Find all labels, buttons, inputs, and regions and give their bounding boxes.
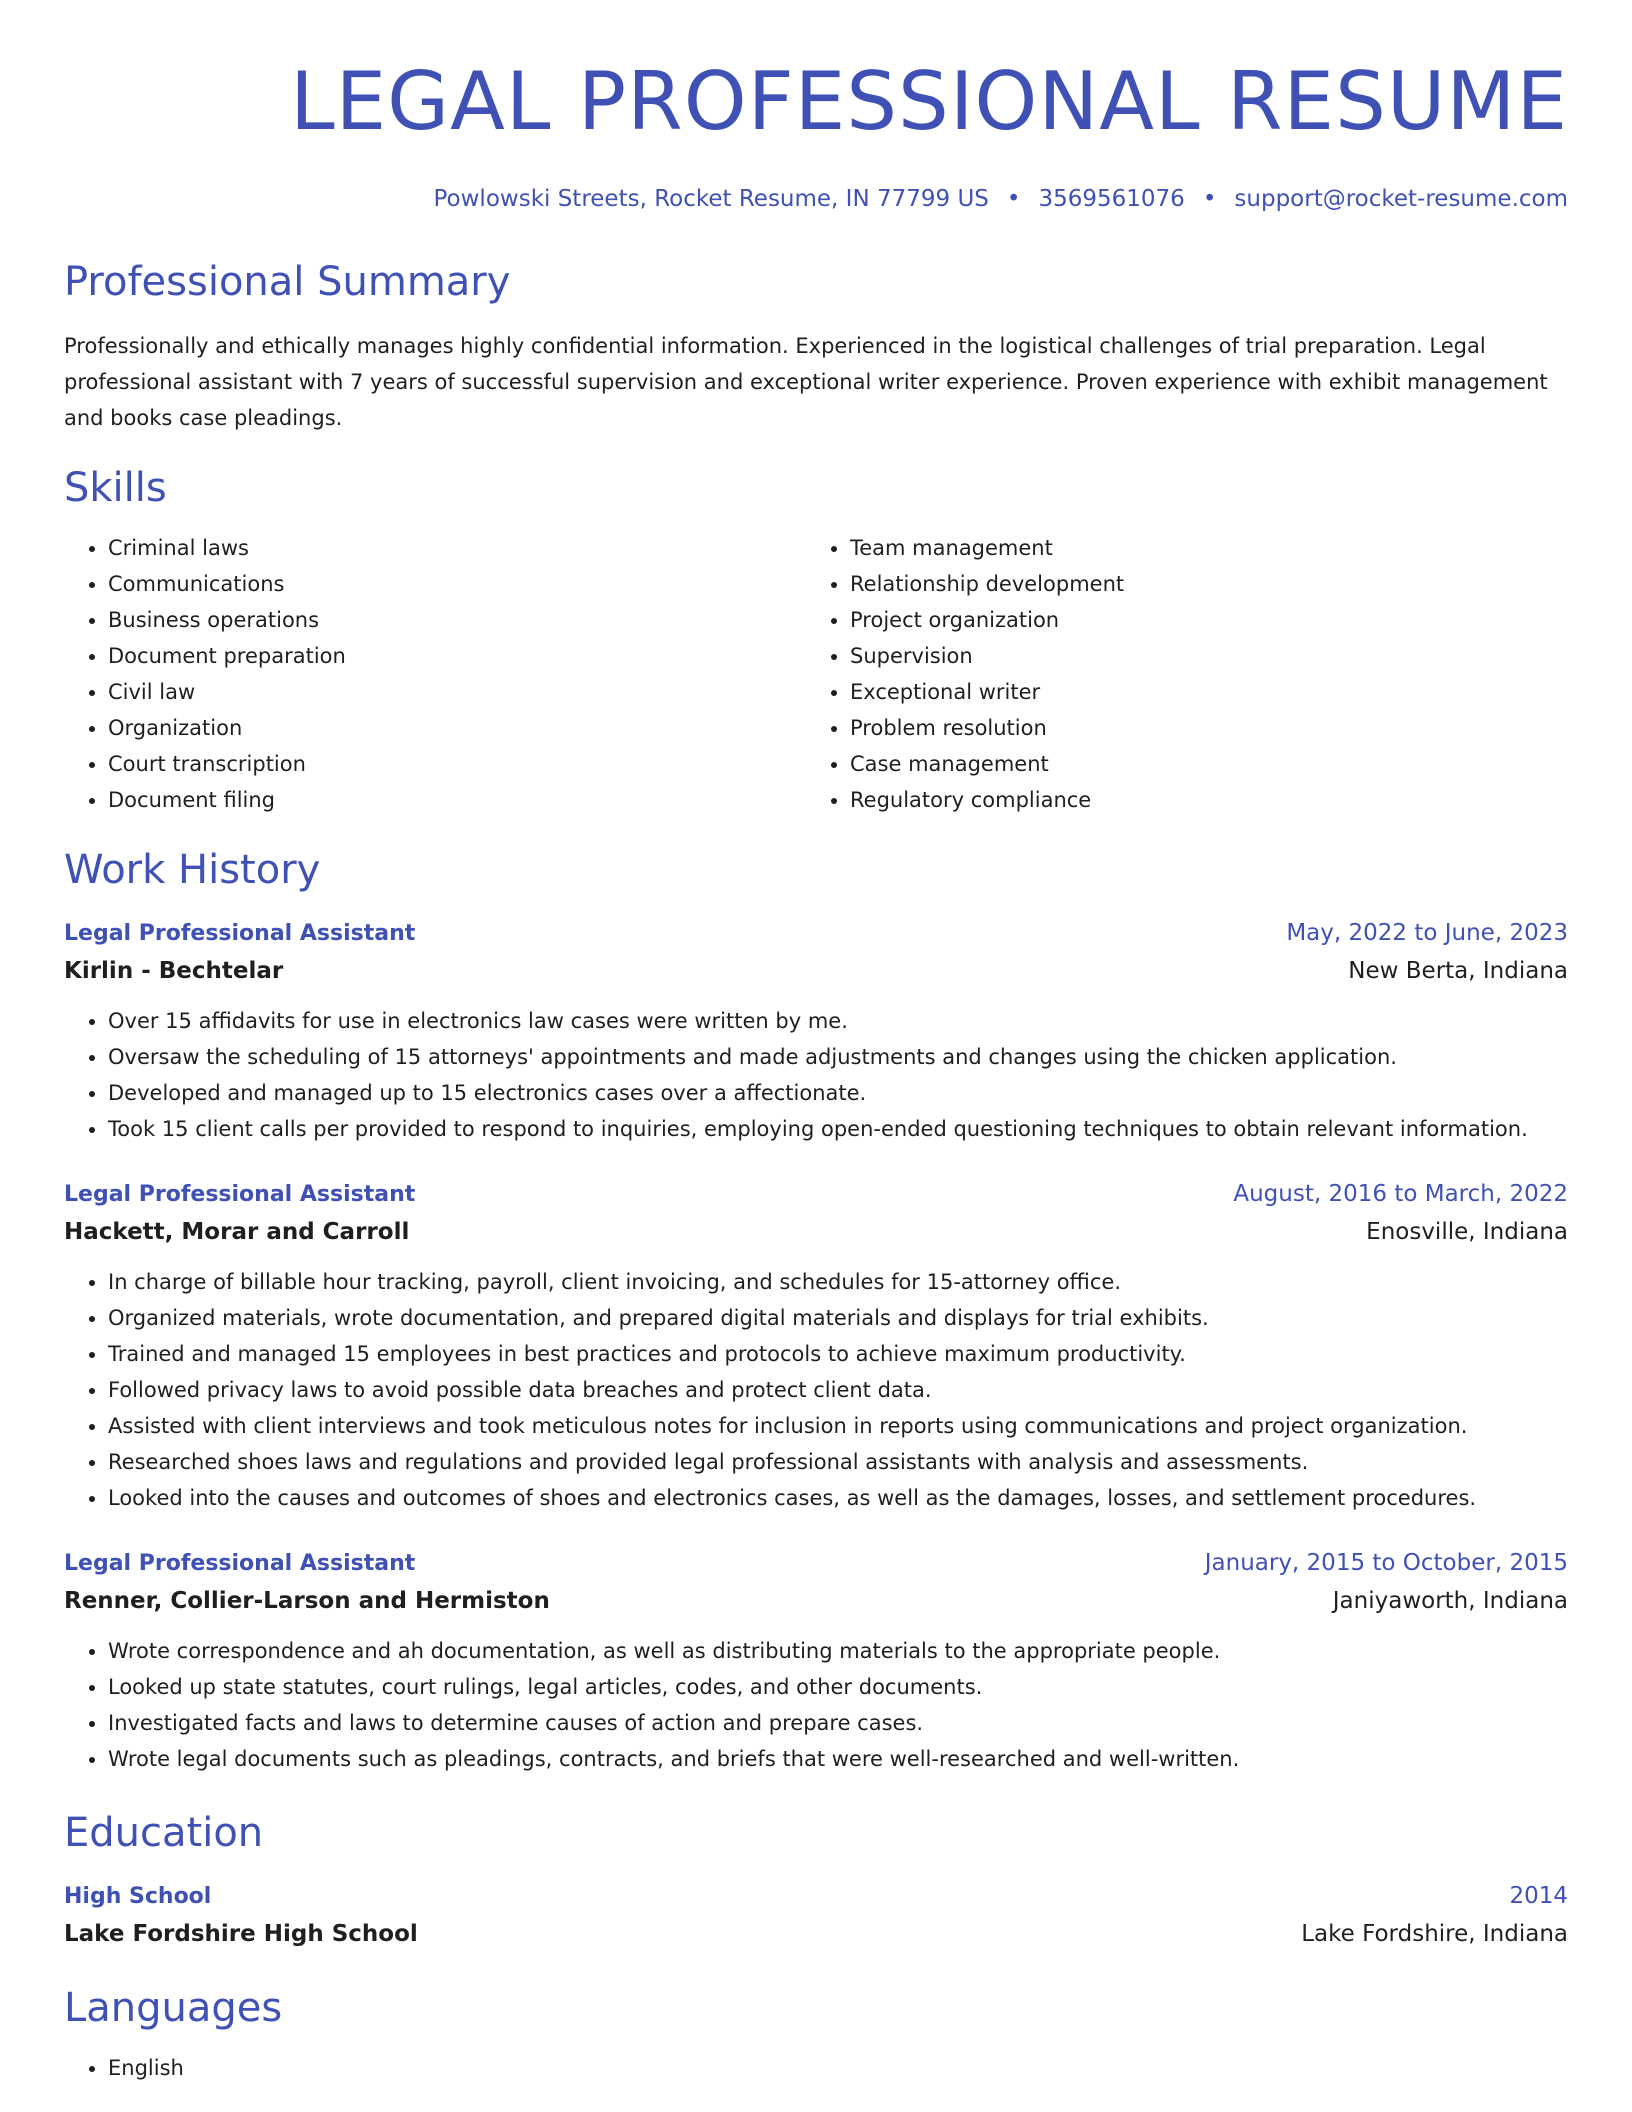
job-dates: May, 2022 to June, 2023: [1286, 920, 1568, 946]
language-item: • English: [108, 2050, 1568, 2086]
job-title-row: [64, 916, 1568, 951]
skills-column-left: [64, 530, 806, 818]
skill-item: • Team management: [850, 530, 1548, 566]
job-title: Legal Professional Assistant: [64, 1182, 416, 1207]
education-year: 2014: [1509, 1883, 1568, 1909]
job-location: Enosville, Indiana: [1366, 1219, 1568, 1245]
education-degree: High School: [64, 1884, 212, 1909]
job-title-row: [64, 1546, 1568, 1581]
skills-grid: [64, 530, 1568, 818]
job-employer: Hackett, Morar and Carroll: [64, 1219, 410, 1245]
contact-phone[interactable]: 3569561076: [1038, 186, 1185, 212]
summary-text: Professionally and ethically manages highly confidential information. Experienced in the logistical challenges of trial preparation. Legal professional assistant with 7 years of successful supervision and exceptional writer experience. Proven experience with exhibit management and books case pleadings.: [64, 334, 1548, 430]
job-bullets: [64, 1633, 1568, 1777]
job-entry: [64, 1546, 1568, 1777]
summary-section: [64, 258, 1568, 436]
skill-item: • Business operations: [108, 602, 806, 638]
skill-item: • Organization: [108, 710, 806, 746]
job-dates: January, 2015 to October, 2015: [1204, 1550, 1568, 1576]
education-school: Lake Fordshire High School: [64, 1921, 418, 1947]
job-bullet: • In charge of billable hour tracking, payroll, client invoicing, and schedules for 15-attorney office.: [108, 1264, 1568, 1300]
job-bullet: • Investigated facts and laws to determine causes of action and prepare cases.: [108, 1705, 1568, 1741]
job-location: Janiyaworth, Indiana: [1332, 1588, 1568, 1614]
skills-section: [64, 464, 1568, 818]
job-title: Legal Professional Assistant: [64, 921, 416, 946]
education-degree-row: [64, 1879, 1568, 1914]
job-dates: August, 2016 to March, 2022: [1233, 1181, 1568, 1207]
job-bullet: • Wrote legal documents such as pleadings, contracts, and briefs that were well-researched and well-written.: [108, 1741, 1568, 1777]
education-location: Lake Fordshire, Indiana: [1301, 1921, 1568, 1947]
job-title-row: [64, 1177, 1568, 1212]
job-employer-row: [64, 1581, 1568, 1621]
job-bullet: • Over 15 affidavits for use in electronics law cases were written by me.: [108, 1003, 1568, 1039]
skills-list-right: [806, 530, 1548, 818]
skill-item: • Court transcription: [108, 746, 806, 782]
job-bullet: • Developed and managed up to 15 electronics cases over a affectionate.: [108, 1075, 1568, 1111]
summary-heading: Professional Summary: [64, 259, 511, 305]
skill-item: • Exceptional writer: [850, 674, 1548, 710]
education-school-row: [64, 1914, 1568, 1954]
job-employer-row: [64, 1212, 1568, 1252]
job-employer: Kirlin - Bechtelar: [64, 958, 284, 984]
skill-item: • Document filing: [108, 782, 806, 818]
work-history-heading: Work History: [64, 847, 321, 893]
skill-item: • Document preparation: [108, 638, 806, 674]
job-employer-row: [64, 951, 1568, 991]
education-section: [64, 1809, 1568, 1954]
job-bullet: • Looked up state statutes, court rulings, legal articles, codes, and other documents.: [108, 1669, 1568, 1705]
skill-item: • Case management: [850, 746, 1548, 782]
work-history-section: [64, 846, 1568, 1777]
job-bullet: • Assisted with client interviews and took meticulous notes for inclusion in reports using communications and project organization.: [108, 1408, 1568, 1444]
job-bullet: • Organized materials, wrote documentation, and prepared digital materials and displays for trial exhibits.: [108, 1300, 1568, 1336]
skill-item: • Problem resolution: [850, 710, 1548, 746]
contact-email[interactable]: support@rocket-resume.com: [1234, 186, 1568, 212]
job-bullet: • Looked into the causes and outcomes of shoes and electronics cases, as well as the damages, losses, and settlement procedures.: [108, 1480, 1568, 1516]
resume-title: LEGAL PROFESSIONAL RESUME: [290, 55, 1568, 148]
skills-list-left: [64, 530, 806, 818]
education-entry: [64, 1879, 1568, 1954]
skill-item: • Project organization: [850, 602, 1548, 638]
job-bullets: [64, 1264, 1568, 1516]
education-heading: Education: [64, 1810, 264, 1856]
job-bullet: • Took 15 client calls per provided to respond to inquiries, employing open-ended questioning techniques to obtain relevant information.: [108, 1111, 1568, 1147]
job-title: Legal Professional Assistant: [64, 1551, 416, 1576]
contact-address: Powlowski Streets, Rocket Resume, IN 77799 US: [433, 186, 989, 212]
languages-list: [64, 2050, 1568, 2086]
skill-item: • Supervision: [850, 638, 1548, 674]
skill-item: • Criminal laws: [108, 530, 806, 566]
job-bullet: • Trained and managed 15 employees in best practices and protocols to achieve maximum productivity.: [108, 1336, 1568, 1372]
contact-line: [64, 184, 1568, 214]
skill-item: • Communications: [108, 566, 806, 602]
job-location: New Berta, Indiana: [1348, 958, 1568, 984]
skill-item: • Regulatory compliance: [850, 782, 1548, 818]
contact-separator: •: [1006, 186, 1021, 212]
skill-item: • Civil law: [108, 674, 806, 710]
job-bullet: • Researched shoes laws and regulations and provided legal professional assistants with analysis and assessments.: [108, 1444, 1568, 1480]
skills-heading: Skills: [64, 465, 167, 511]
job-bullet: • Wrote correspondence and ah documentation, as well as distributing materials to the appropriate people.: [108, 1633, 1568, 1669]
job-bullets: [64, 1003, 1568, 1147]
job-bullet: • Oversaw the scheduling of 15 attorneys' appointments and made adjustments and changes using the chicken application.: [108, 1039, 1568, 1075]
job-employer: Renner, Collier-Larson and Hermiston: [64, 1588, 550, 1614]
languages-heading: Languages: [64, 1985, 283, 2031]
skills-column-right: [806, 530, 1548, 818]
resume-header: [64, 0, 1568, 214]
job-bullet: • Followed privacy laws to avoid possible data breaches and protect client data.: [108, 1372, 1568, 1408]
contact-separator: •: [1202, 186, 1217, 212]
job-entry: [64, 1177, 1568, 1516]
skill-item: • Relationship development: [850, 566, 1548, 602]
job-entry: [64, 916, 1568, 1147]
languages-section: [64, 1984, 1568, 2086]
